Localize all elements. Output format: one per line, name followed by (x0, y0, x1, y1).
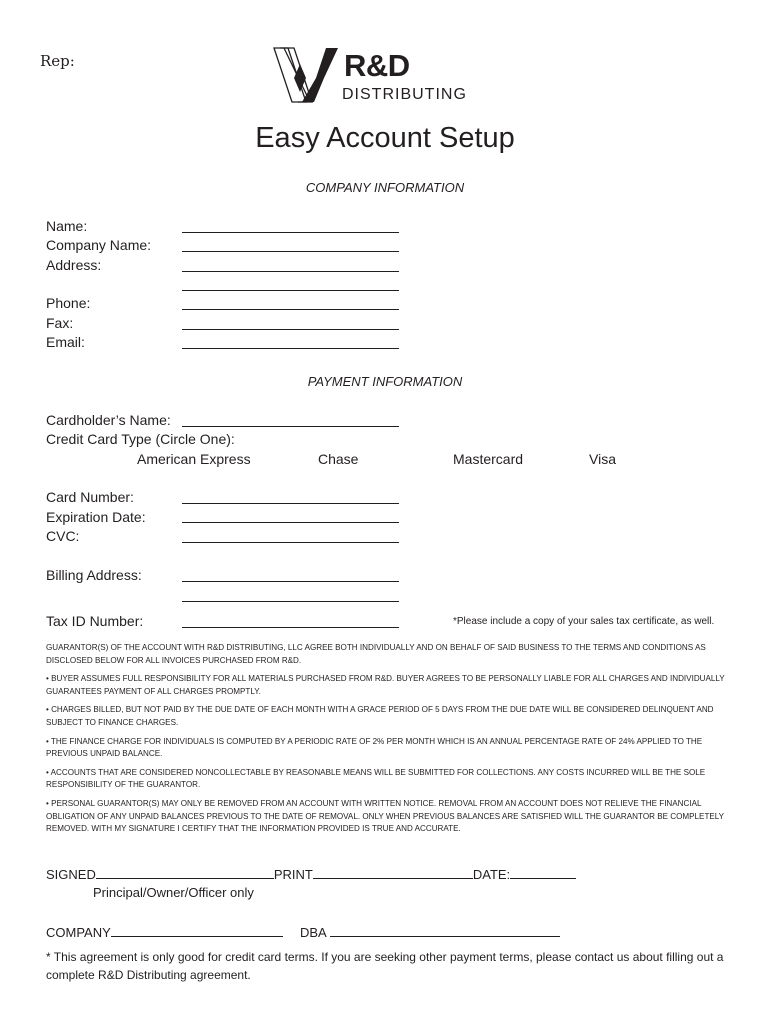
card-option-mastercard[interactable]: Mastercard (453, 451, 524, 467)
company-name-label: Company Name: (46, 237, 152, 253)
address-field-line-2[interactable] (182, 290, 399, 291)
fax-field[interactable] (182, 329, 399, 330)
footer-note: * This agreement is only good for credit card terms. If you are seeking other payment terms, please contact us about filling out a complete R&D Distributing agreement. (46, 950, 724, 982)
phone-label: Phone: (46, 295, 91, 311)
address-label: Address: (46, 257, 102, 273)
expiration-field[interactable] (182, 522, 399, 523)
tax-id-field[interactable] (182, 627, 399, 628)
signed-label: SIGNED (46, 867, 96, 882)
name-label: Name: (46, 218, 88, 234)
company-logo (272, 44, 512, 106)
email-label: Email: (46, 334, 85, 350)
card-option-amex[interactable]: American Express (137, 451, 251, 467)
billing-address-field-1[interactable] (182, 581, 399, 582)
cardholder-field[interactable] (182, 426, 399, 427)
billing-address-label: Billing Address: (46, 567, 142, 583)
tax-id-label: Tax ID Number: (46, 613, 144, 629)
fax-label: Fax: (46, 315, 74, 331)
card-type-label: Credit Card Type (Circle One): (46, 431, 235, 447)
company-field[interactable] (111, 924, 283, 937)
page-title: Easy Account Setup (255, 122, 515, 154)
terms-paragraph: • THE FINANCE CHARGE FOR INDIVIDUALS IS COMPUTED BY A PERIODIC RATE OF 2% PER MONTH WHICH IS AN ANNUAL PERCENTAGE RATE OF 24% APPLIED TO THE PREVIOUS UNPAID BALANCE. (46, 736, 703, 759)
company-section-heading: COMPANY INFORMATION (305, 180, 465, 195)
phone-field[interactable] (182, 309, 399, 310)
date-field[interactable] (510, 866, 576, 879)
terms-paragraph: • PERSONAL GUARANTOR(S) MAY ONLY BE REMOVED FROM AN ACCOUNT WITH WRITTEN NOTICE. REMOVAL FROM AN ACCOUNT DOES NOT RELIEVE THE FINANCIAL OBLIGATION OF ANY UNPAID BALANCES PREVIOUS TO THE DATE OF REMOVAL. ONLY WHEN PREVIOUS BALANCES ARE SATISFIED WILL THE GUARANTOR BE COMPLETELY REMOVED. WITH MY SIGNATURE I CERTIFY THAT THE INFORMATION PROVIDED IS TRUE AND ACCURATE. (46, 798, 724, 834)
dba-row (300, 924, 560, 940)
card-option-visa[interactable]: Visa (589, 451, 616, 467)
date-label: DATE: (472, 867, 511, 882)
terms-paragraph: • ACCOUNTS THAT ARE CONSIDERED NONCOLLECTABLE BY REASONABLE MEANS WILL BE SUBMITTED FOR COLLECTIONS. ANY COSTS INCURRED WILL BE THE SOLE RESPONSIBILITY OF THE GUARANTOR. (46, 767, 706, 790)
dba-label: DBA (300, 925, 327, 940)
address-field-line-1[interactable] (182, 271, 399, 272)
print-label: PRINT (273, 867, 313, 882)
terms-block (46, 642, 726, 842)
signature-row (46, 866, 576, 882)
card-option-chase[interactable]: Chase (318, 451, 359, 467)
rep-label: Rep: (40, 52, 75, 70)
cvc-label: CVC: (46, 528, 80, 544)
card-number-label: Card Number: (46, 489, 134, 505)
print-field[interactable] (313, 866, 473, 879)
card-number-field[interactable] (182, 503, 399, 504)
billing-address-field-2[interactable] (182, 601, 399, 602)
company-label: COMPANY (46, 925, 111, 940)
company-name-field[interactable] (182, 251, 399, 252)
payment-section-heading: PAYMENT INFORMATION (307, 374, 463, 389)
tax-certificate-note: *Please include a copy of your sales tax certificate, as well. (453, 616, 715, 627)
logo-name: R&D (344, 48, 410, 83)
role-note: Principal/Owner/Officer only (93, 885, 254, 900)
terms-paragraph: GUARANTOR(S) OF THE ACCOUNT WITH R&D DISTRIBUTING, LLC AGREE BOTH INDIVIDUALLY AND ON BEHALF OF SAID BUSINESS TO THE TERMS AND CONDITIONS AS DISCLOSED BELOW FOR ALL INVOICES PURCHASED FROM R&D. (46, 643, 706, 665)
name-field[interactable] (182, 232, 399, 233)
dba-field[interactable] (330, 924, 560, 937)
expiration-label: Expiration Date: (46, 509, 146, 525)
logo-subtitle: DISTRIBUTING (342, 86, 467, 103)
email-field[interactable] (182, 348, 399, 349)
cvc-field[interactable] (182, 542, 399, 543)
terms-paragraph: • BUYER ASSUMES FULL RESPONSIBILITY FOR ALL MATERIALS PURCHASED FROM R&D. BUYER AGREES TO BE PERSONALLY LIABLE FOR ALL CHARGES AND INDIVIDUALLY GUARANTEES PAYMENT OF ALL CHARGES PROMPTLY. (46, 674, 725, 696)
terms-paragraph: • CHARGES BILLED, BUT NOT PAID BY THE DUE DATE OF EACH MONTH WITH A GRACE PERIOD OF 5 DAYS FROM THE DUE DATE WILL BE CONSIDERED DELINQUENT AND SUBJECT TO FINANCE CHARGES. (46, 705, 714, 727)
cardholder-label: Cardholder’s Name: (46, 412, 171, 428)
signed-field[interactable] (96, 866, 274, 879)
company-row (46, 924, 283, 940)
logo-mark-icon (272, 44, 340, 106)
